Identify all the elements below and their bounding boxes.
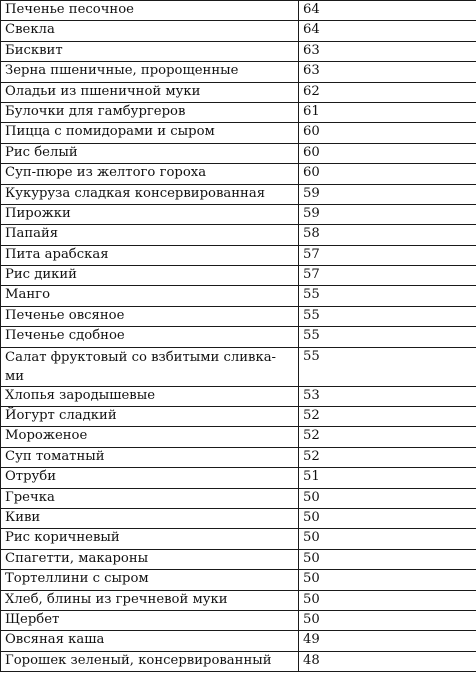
table-row [1, 610, 476, 630]
food-name-cell: Гречка [1, 488, 299, 508]
food-name-cell: Горошек зеленый, консервированный [1, 651, 299, 671]
food-name-cell: Тортеллини с сыром [1, 570, 299, 590]
index-value-cell: 63 [299, 62, 476, 82]
food-name-cell: Оладьи из пшеничной муки [1, 82, 299, 102]
index-value-cell: 51 [299, 468, 476, 488]
food-name-cell: Манго [1, 286, 299, 306]
table-row [1, 508, 476, 528]
index-value-cell: 64 [299, 1, 476, 21]
index-value-cell: 55 [299, 306, 476, 326]
food-name-cell: Печенье песочное [1, 1, 299, 21]
table-row [1, 82, 476, 102]
table-row [1, 327, 476, 347]
food-name-cell: Отруби [1, 468, 299, 488]
index-value-cell: 48 [299, 651, 476, 671]
table-row [1, 549, 476, 569]
table-row [1, 41, 476, 61]
index-value-cell: 52 [299, 427, 476, 447]
food-name-cell: Спагетти, макароны [1, 549, 299, 569]
table-row [1, 447, 476, 467]
table-row [1, 651, 476, 671]
table-row [1, 204, 476, 224]
index-value-cell: 55 [299, 327, 476, 347]
food-name-cell: Хлеб, блины из гречневой муки [1, 590, 299, 610]
table-row [1, 102, 476, 122]
table-row [1, 1, 476, 21]
index-value-cell: 49 [299, 631, 476, 651]
food-name-cell: Печенье овсяное [1, 306, 299, 326]
table-row [1, 123, 476, 143]
index-value-cell: 60 [299, 143, 476, 163]
index-value-cell: 50 [299, 529, 476, 549]
food-name-cell: Рис коричневый [1, 529, 299, 549]
index-value-cell: 62 [299, 82, 476, 102]
index-value-cell: 50 [299, 610, 476, 630]
food-name-cell: Суп томатный [1, 447, 299, 467]
table-row [1, 164, 476, 184]
food-name-cell: Булочки для гамбургеров [1, 102, 299, 122]
index-value-cell: 50 [299, 508, 476, 528]
food-name-cell: Хлопья зародышевые [1, 386, 299, 406]
index-value-cell: 55 [299, 347, 476, 386]
table-row [1, 143, 476, 163]
index-value-cell: 58 [299, 225, 476, 245]
table-row [1, 306, 476, 326]
index-value-cell: 61 [299, 102, 476, 122]
index-value-cell: 50 [299, 549, 476, 569]
table-row [1, 286, 476, 306]
food-name-cell: Рис дикий [1, 266, 299, 286]
index-value-cell: 60 [299, 123, 476, 143]
index-value-cell: 52 [299, 447, 476, 467]
table-row [1, 266, 476, 286]
food-name-cell: Рис белый [1, 143, 299, 163]
table-row [1, 488, 476, 508]
table-row [1, 427, 476, 447]
table-row [1, 468, 476, 488]
table-row [1, 570, 476, 590]
table-row [1, 184, 476, 204]
index-value-cell: 55 [299, 286, 476, 306]
index-value-cell: 53 [299, 386, 476, 406]
table-row [1, 225, 476, 245]
index-value-cell: 52 [299, 407, 476, 427]
food-name-cell: Суп-пюре из желтого гороха [1, 164, 299, 184]
table-row [1, 62, 476, 82]
index-value-cell: 50 [299, 590, 476, 610]
food-name-cell: Пита арабская [1, 245, 299, 265]
food-name-cell: Бисквит [1, 41, 299, 61]
table-row [1, 21, 476, 41]
index-value-cell: 59 [299, 204, 476, 224]
food-name-cell: Зерна пшеничные, пророщенные [1, 62, 299, 82]
food-name-cell: Пицца с помидорами и сыром [1, 123, 299, 143]
index-value-cell: 64 [299, 21, 476, 41]
food-name-cell: Кукуруза сладкая консервированная [1, 184, 299, 204]
food-name-cell: Щербет [1, 610, 299, 630]
index-value-cell: 60 [299, 164, 476, 184]
index-value-cell: 63 [299, 41, 476, 61]
table-row [1, 590, 476, 610]
food-name-cell: Свекла [1, 21, 299, 41]
index-value-cell: 57 [299, 245, 476, 265]
table-row [1, 347, 476, 386]
food-name-cell: Киви [1, 508, 299, 528]
table-body [1, 1, 476, 672]
food-name-cell: Папайя [1, 225, 299, 245]
food-name-cell: Мороженое [1, 427, 299, 447]
index-value-cell: 50 [299, 488, 476, 508]
index-value-cell: 59 [299, 184, 476, 204]
index-value-cell: 57 [299, 266, 476, 286]
food-name-cell: Салат фруктовый со взбитыми сливка-ми [1, 347, 299, 386]
food-name-cell: Печенье сдобное [1, 327, 299, 347]
index-value-cell: 50 [299, 570, 476, 590]
food-name-cell: Пирожки [1, 204, 299, 224]
table-row [1, 245, 476, 265]
table-row [1, 631, 476, 651]
table-row [1, 386, 476, 406]
food-name-cell: Йогурт сладкий [1, 407, 299, 427]
table-row [1, 407, 476, 427]
food-name-cell: Овсяная каша [1, 631, 299, 651]
table-row [1, 529, 476, 549]
